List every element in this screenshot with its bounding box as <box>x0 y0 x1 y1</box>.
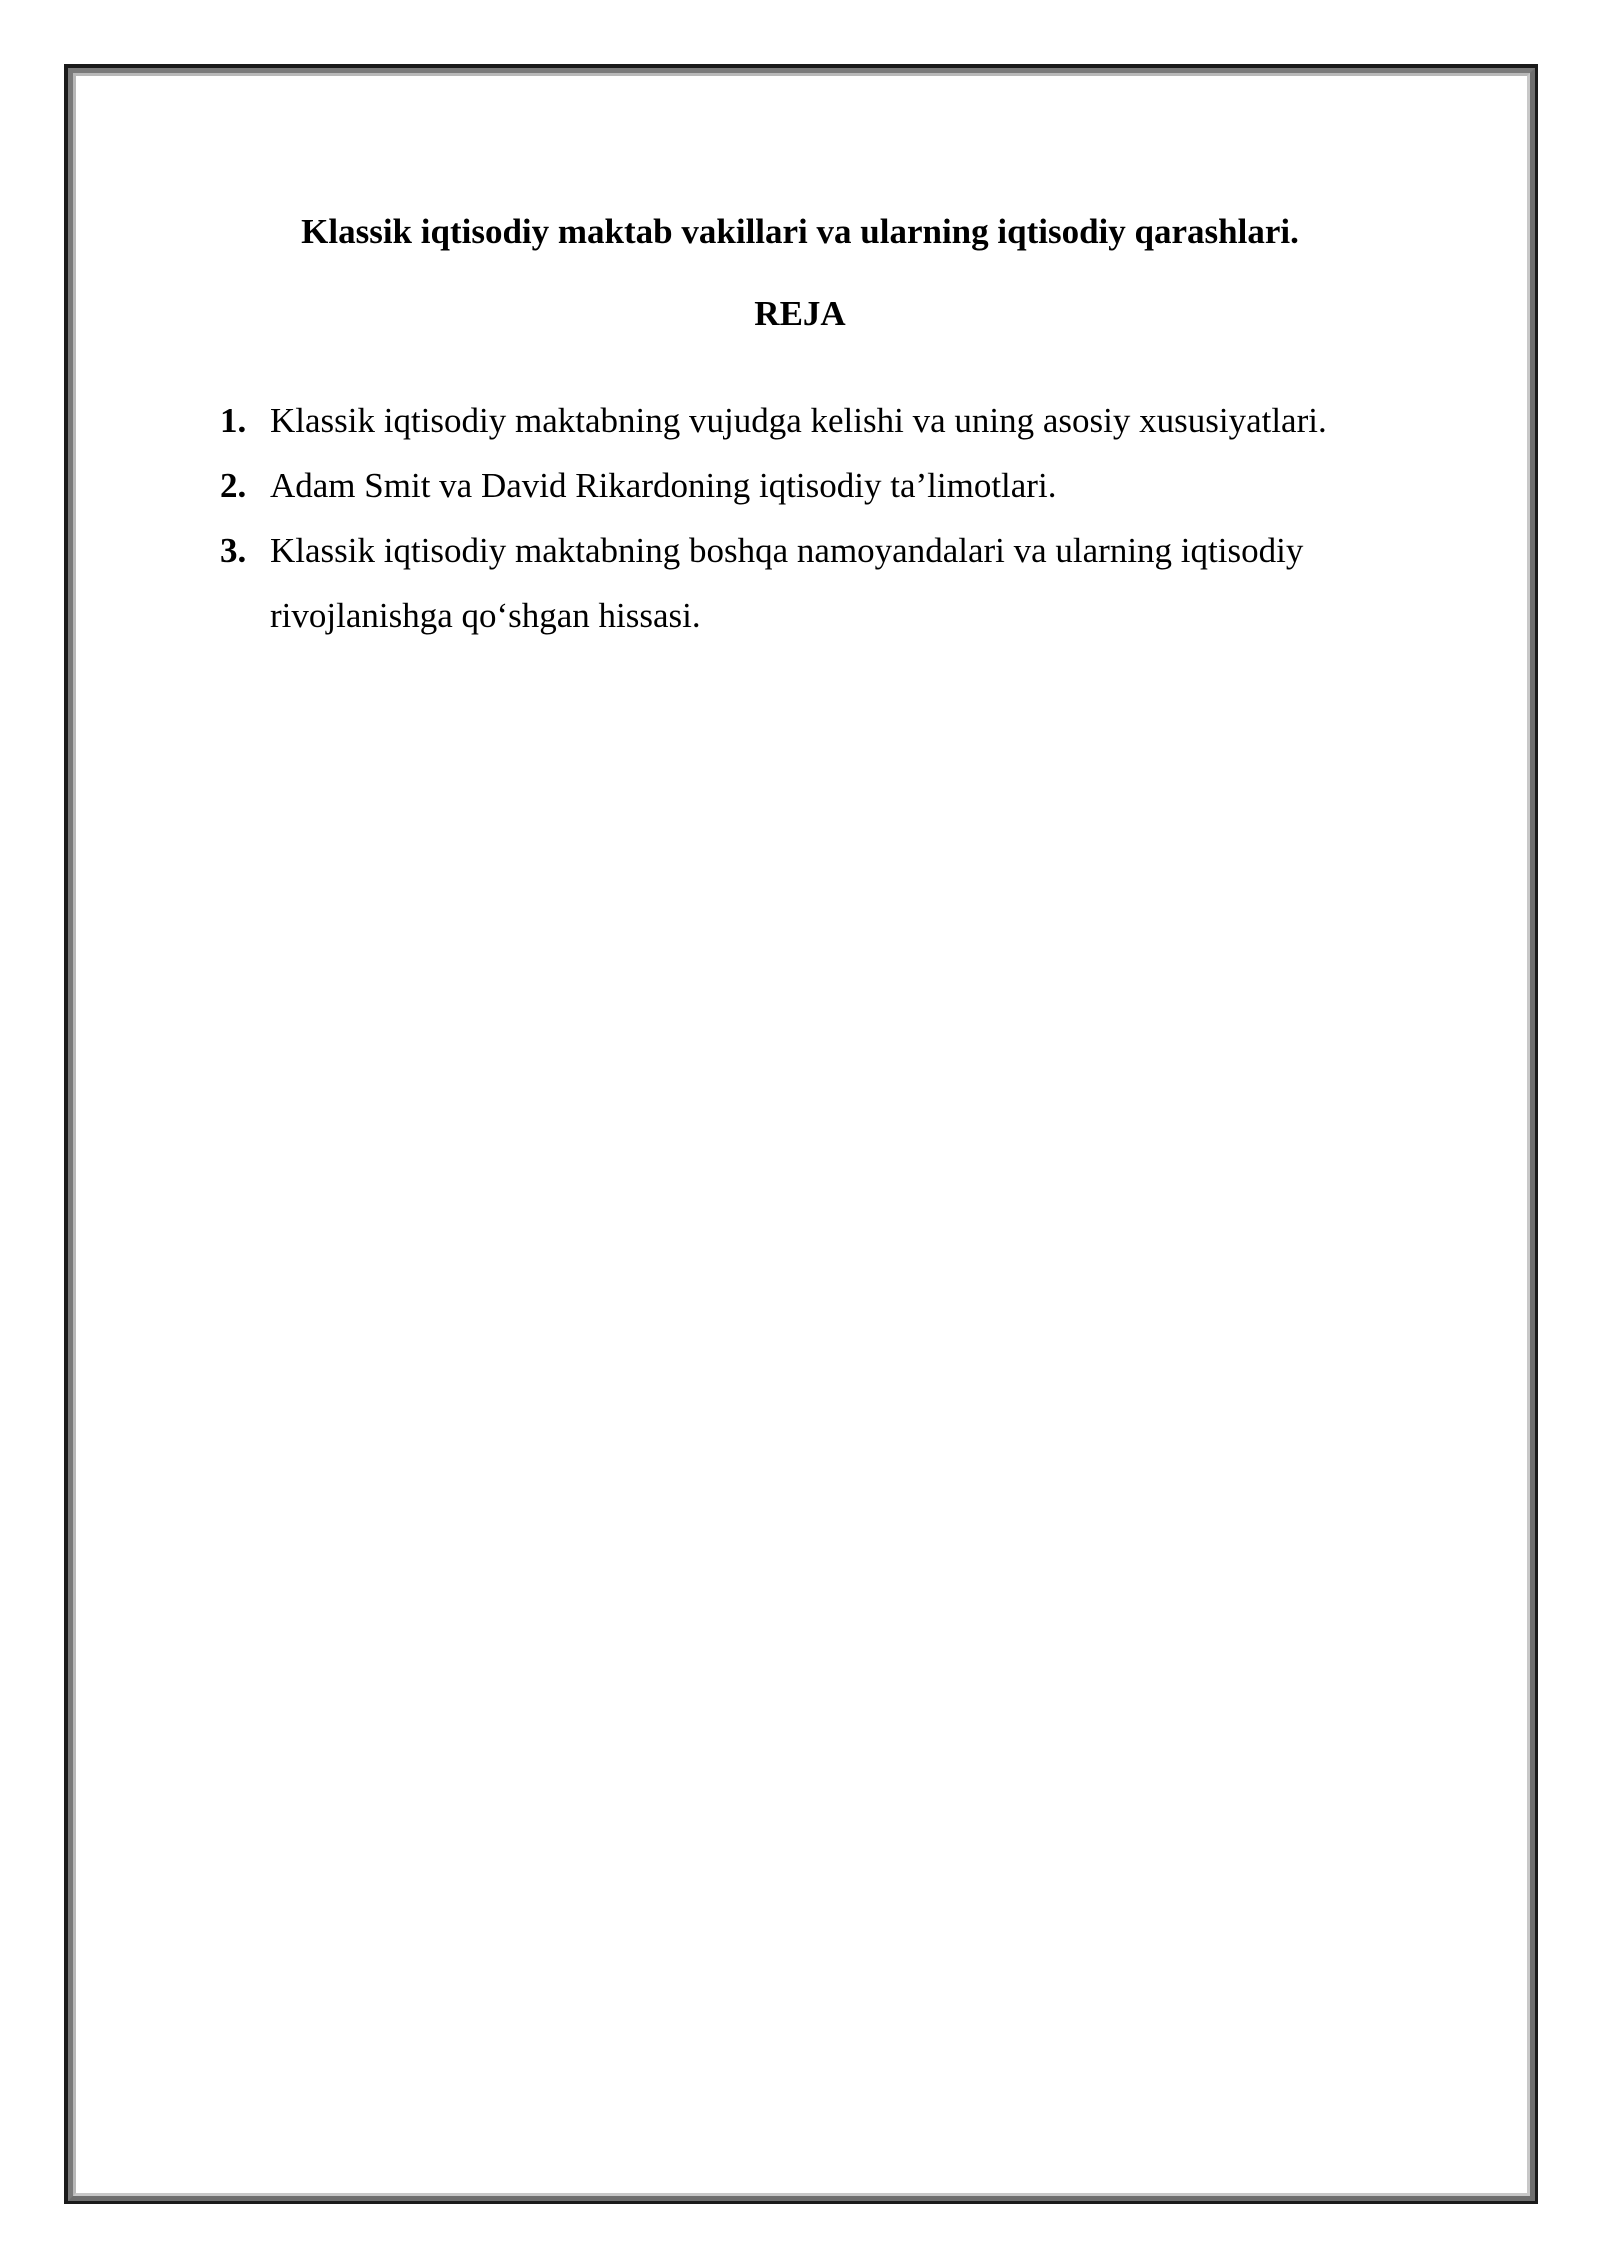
plan-item-3 <box>220 518 1430 648</box>
plan-item-1 <box>220 388 1430 453</box>
page-border <box>64 64 1538 2204</box>
plan-item-2 <box>220 453 1430 518</box>
plan-item-number: 1. <box>220 401 247 440</box>
plan-list <box>220 388 1430 648</box>
document-title: Klassik iqtisodiy maktab vakillari va ularning iqtisodiy qarashlari. <box>301 212 1299 251</box>
plan-heading: REJA <box>754 294 846 333</box>
plan-item-text: Klassik iqtisodiy maktabning vujudga kelishi va uning asosiy xususiyatlari. <box>270 401 1327 440</box>
plan-item-number: 3. <box>220 531 247 570</box>
plan-item-number: 2. <box>220 466 247 505</box>
plan-item-text: Klassik iqtisodiy maktabning boshqa namoyandalari va ularning iqtisodiy rivojlanishga qo‘shgan hissasi. <box>270 531 1304 635</box>
plan-item-text: Adam Smit va David Rikardoning iqtisodiy ta’limotlari. <box>270 466 1057 505</box>
